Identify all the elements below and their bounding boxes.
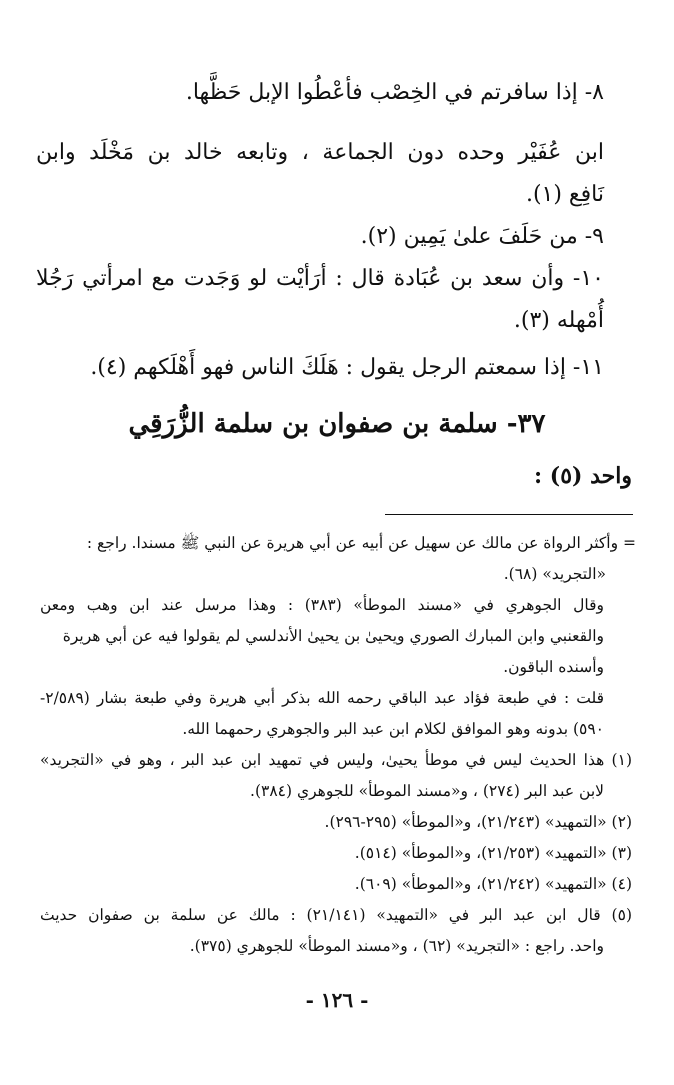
hadith-item-10-cont: أُمْهله (٣). (513, 308, 604, 333)
footnote-continuation: = وأكثر الرواة عن مالك عن سهيل عن أبيه عن أبي هريرة عن النبي ﷺ مسندا. راجع : (86, 534, 636, 552)
footnote-continuation: قلت : في طبعة فؤاد عبد الباقي رحمه الله بذكر أبي هريرة وفي طبعة بشار (٢/٥٨٩- (40, 689, 604, 707)
footnote-separator (385, 514, 633, 515)
footnote-continuation: والقعنبي وابن المبارك الصوري ويحيىٰ بن يحيىٰ الأندلسي لم يقولوا فيه عن أبي هريرة (62, 627, 604, 645)
hadith-item-10: ١٠- وأن سعد بن عُبَادة قال : أرَأيْت لو وَجَدت مع امرأتي رَجُلا (36, 266, 604, 291)
footnote-5-cont: واحد. راجع : «التجريد» (٦٢) ، و«مسند الموطأ» للجوهري (٣٧٥). (189, 937, 604, 955)
footnote-continuation: وقال الجوهري في «مسند الموطأ» (٣٨٣) : وهذا مرسل عند ابن وهب ومعن (40, 596, 604, 614)
footnote-continuation: وأسنده الباقون. (503, 658, 604, 676)
footnote-4: (٤) «التمهيد» (٢١/٢٤٢)، و«الموطأ» (٦٠٩). (354, 875, 632, 893)
page-number: - ١٢٦ - (305, 988, 369, 1012)
narration-note-line: نَافِع (١). (525, 182, 604, 207)
footnote-3: (٣) «التمهيد» (٢١/٢٥٣)، و«الموطأ» (٥١٤). (354, 844, 632, 862)
hadith-count-label: واحد (٥) : (534, 463, 632, 489)
section-heading: ٣٧- سلمة بن صفوان بن سلمة الزُّرَقِي (128, 409, 546, 439)
hadith-item-8: ٨- إذا سافرتم في الخِصْب فأعْطُوا الإبل حَظَّها. (185, 80, 604, 105)
footnote-1: (١) هذا الحديث ليس في موطأ يحيىٰ، وليس في تمهيد ابن عبد البر ، وهو في «التجريد» (40, 751, 632, 769)
footnote-continuation: «التجريد» (٦٨). (503, 565, 606, 583)
footnote-1-cont: لابن عبد البر (٢٧٤) ، و«مسند الموطأ» للجوهري (٣٨٤). (250, 782, 604, 800)
hadith-item-11: ١١- إذا سمعتم الرجل يقول : هَلَكَ الناس فهو أَهْلَكهم (٤). (90, 355, 604, 380)
footnote-5: (٥) قال ابن عبد البر في «التمهيد» (٢١/١٤١) : مالك عن سلمة بن صفوان حديث (40, 906, 632, 924)
footnote-continuation: ٥٩٠) بدونه وهو الموافق لكلام ابن عبد البر والجوهري رحمهما الله. (182, 720, 604, 738)
hadith-item-9: ٩- من حَلَفَ علىٰ يَمِين (٢). (360, 224, 604, 249)
footnote-2: (٢) «التمهيد» (٢١/٢٤٣)، و«الموطأ» (٢٩٥-٢٩٦). (324, 813, 632, 831)
narration-note-line: ابن عُفَيْر وحده دون الجماعة ، وتابعه خالد بن مَخْلَد وابن (36, 140, 604, 165)
